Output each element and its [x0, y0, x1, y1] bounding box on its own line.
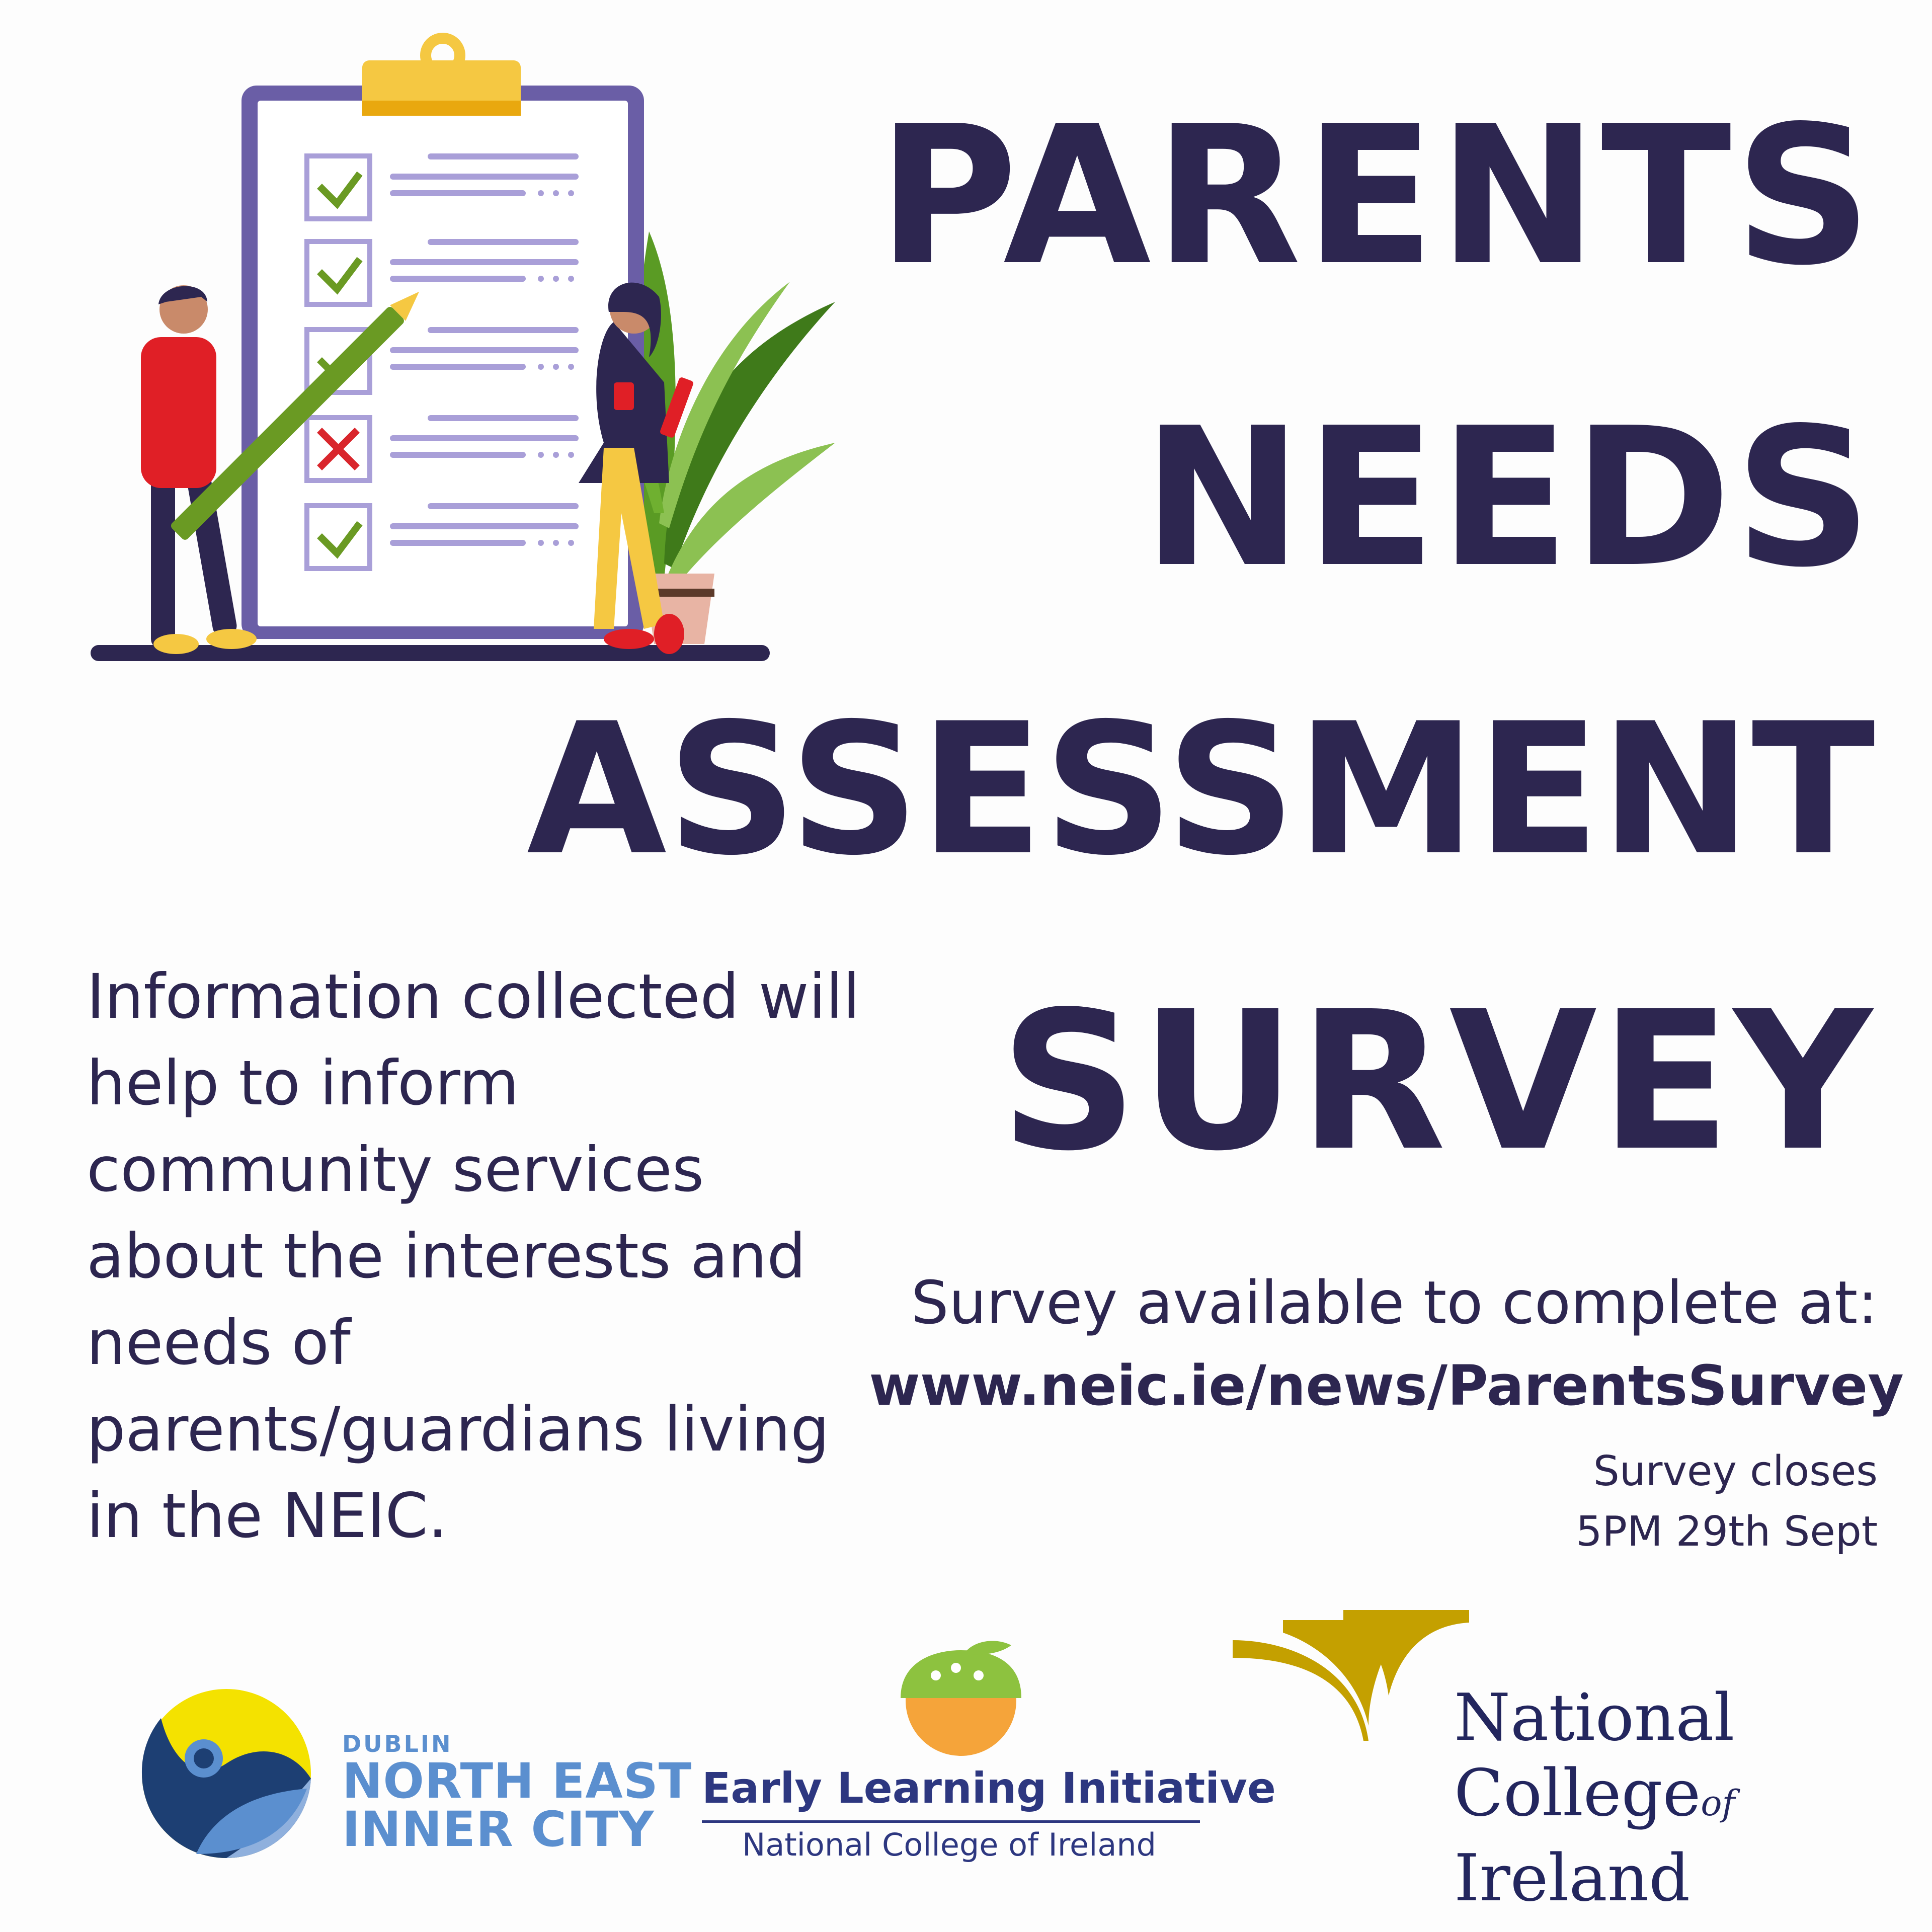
eli-divider	[702, 1820, 1200, 1823]
nci-line2-wrap	[1454, 1756, 1735, 1841]
clipboard-illustration	[75, 30, 850, 674]
survey-available-text: Survey available to complete at:	[911, 1268, 1878, 1337]
eli-logo-title: Early Learning Initiative	[702, 1763, 1276, 1813]
neic-line2: INNER CITY	[342, 1801, 655, 1858]
title-line-3: ASSESSMENT	[526, 684, 1875, 895]
neic-logo-icon	[141, 1688, 312, 1859]
survey-closes-label: Survey closes	[1593, 1447, 1878, 1495]
title-line-2: NEEDS	[1142, 386, 1875, 609]
acorn-icon	[891, 1640, 1031, 1756]
nci-logo-text	[1454, 1680, 1735, 1916]
neic-line1: NORTH EAST	[342, 1753, 692, 1809]
nci-line2: College	[1454, 1756, 1701, 1831]
title-line-4: SURVEY	[1000, 970, 1875, 1193]
nci-of: of	[1701, 1783, 1735, 1824]
title-line-1: PARENTS	[877, 85, 1875, 307]
nci-line1: National	[1454, 1680, 1735, 1755]
neic-logo-text	[342, 1730, 692, 1858]
survey-closes	[1576, 1441, 1878, 1562]
survey-closes-date: 5PM 29th Sept	[1576, 1508, 1878, 1556]
nci-line3: Ireland	[1454, 1841, 1691, 1916]
eli-logo-subtitle: National College of Ireland	[742, 1826, 1156, 1863]
info-paragraph: Information collected will help to inform community services about the interests and needs of parents/guardians living in the NEIC.	[87, 961, 860, 1552]
survey-url-link[interactable]: www.neic.ie/news/ParentsSurvey	[869, 1353, 1904, 1418]
neic-dublin: DUBLIN	[342, 1730, 453, 1757]
nci-swoosh-icon	[1233, 1610, 1469, 1746]
